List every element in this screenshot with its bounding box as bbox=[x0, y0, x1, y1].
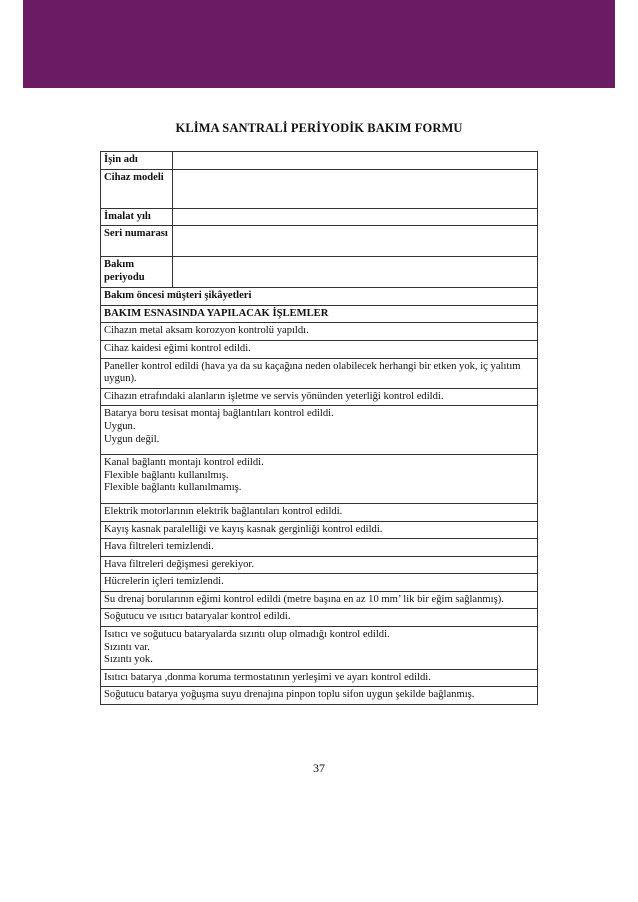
procedures-heading-row bbox=[101, 305, 538, 323]
procedure-text: Kanal bağlantı montajı kontrol edildi. bbox=[104, 457, 264, 469]
procedure-option: Flexible bağlantı kullanılmış. bbox=[104, 469, 229, 481]
procedure-row bbox=[101, 323, 538, 341]
header-banner bbox=[23, 0, 615, 88]
procedure-option: Uygun değil. bbox=[104, 433, 160, 445]
procedure-cell bbox=[101, 687, 538, 705]
procedure-option: Sızıntı yok. bbox=[104, 654, 153, 666]
complaints-label: Bakım öncesi müşteri şikâyetleri bbox=[101, 288, 538, 306]
procedure-cell bbox=[101, 556, 538, 574]
procedure-text: Kayış kasnak paralelliği ve kayış kasnak gerginliği kontrol edildi. bbox=[104, 523, 383, 535]
procedure-cell bbox=[101, 358, 538, 388]
procedure-row bbox=[101, 556, 538, 574]
procedure-cell bbox=[101, 406, 538, 455]
procedure-row bbox=[101, 669, 538, 687]
procedure-row bbox=[101, 521, 538, 539]
procedure-option: Flexible bağlantı kullanılmamış. bbox=[104, 482, 242, 494]
procedures-heading: BAKIM ESNASINDA YAPILACAK İŞLEMLER bbox=[101, 305, 538, 323]
info-label: Seri numarası bbox=[101, 226, 173, 257]
procedure-text: Hava filtreleri temizlendi. bbox=[104, 541, 214, 553]
info-label: İmalat yılı bbox=[101, 208, 173, 226]
info-value-field[interactable] bbox=[173, 152, 538, 170]
info-row bbox=[101, 226, 538, 257]
procedure-cell bbox=[101, 627, 538, 670]
procedure-option: Sızıntı var. bbox=[104, 641, 150, 653]
procedure-cell bbox=[101, 340, 538, 358]
procedure-cell bbox=[101, 669, 538, 687]
form-title: KLİMA SANTRALİ PERİYODİK BAKIM FORMU bbox=[175, 121, 463, 135]
procedure-text: Cihazın metal aksam korozyon kontrolü yapıldı. bbox=[104, 325, 309, 337]
procedure-row bbox=[101, 358, 538, 388]
procedure-cell bbox=[101, 388, 538, 406]
procedure-row bbox=[101, 455, 538, 504]
info-value-field[interactable] bbox=[173, 169, 538, 208]
procedure-row bbox=[101, 539, 538, 557]
procedure-text: Cihazın etrafındaki alanların işletme ve servis yönünden yeterliği kontrol edildi. bbox=[104, 390, 444, 402]
procedure-text: Isıtıcı ve soğutucu bataryalarda sızıntı olup olmadığı kontrol edildi. bbox=[104, 629, 390, 641]
procedure-row bbox=[101, 503, 538, 521]
procedure-row bbox=[101, 340, 538, 358]
procedure-text: Elektrik motorlarının elektrik bağlantıları kontrol edildi. bbox=[104, 505, 343, 517]
procedure-text: Batarya boru tesisat montaj bağlantıları kontrol edildi. bbox=[104, 408, 334, 420]
info-row bbox=[101, 208, 538, 226]
procedure-option: Uygun. bbox=[104, 420, 136, 432]
procedure-cell bbox=[101, 455, 538, 504]
procedure-text: Hücrelerin içleri temizlendi. bbox=[104, 576, 224, 588]
procedure-text: Soğutucu batarya yoğuşma suyu drenajına pinpon toplu sifon uygun şekilde bağlanmış. bbox=[104, 689, 475, 701]
procedure-cell bbox=[101, 539, 538, 557]
procedure-text: Hava filtreleri değişmesi gerekiyor. bbox=[104, 558, 255, 570]
procedure-text: Soğutucu ve ısıtıcı bataryalar kontrol edildi. bbox=[104, 611, 291, 623]
procedure-cell bbox=[101, 591, 538, 609]
procedure-cell bbox=[101, 609, 538, 627]
complaints-row bbox=[101, 288, 538, 306]
procedure-row bbox=[101, 687, 538, 705]
maintenance-form-table bbox=[100, 151, 538, 705]
procedure-cell bbox=[101, 521, 538, 539]
info-row bbox=[101, 169, 538, 208]
procedure-row bbox=[101, 627, 538, 670]
info-label: Bakım periyodu bbox=[101, 257, 173, 288]
procedure-cell bbox=[101, 574, 538, 592]
procedure-row bbox=[101, 406, 538, 455]
info-row bbox=[101, 257, 538, 288]
procedure-cell bbox=[101, 323, 538, 341]
procedure-row bbox=[101, 591, 538, 609]
info-value-field[interactable] bbox=[173, 208, 538, 226]
info-value-field[interactable] bbox=[173, 257, 538, 288]
info-label: İşin adı bbox=[101, 152, 173, 170]
procedure-row bbox=[101, 609, 538, 627]
info-label: Cihaz modeli bbox=[101, 169, 173, 208]
page-number: 37 bbox=[313, 761, 325, 775]
info-row bbox=[101, 152, 538, 170]
procedure-text: Paneller kontrol edildi (hava ya da su kaçağına neden olabilecek herhangi bir etken yok, iç yalıtım uygun). bbox=[104, 360, 521, 385]
info-value-field[interactable] bbox=[173, 226, 538, 257]
procedure-text: Cihaz kaidesi eğimi kontrol edildi. bbox=[104, 342, 251, 354]
procedure-row bbox=[101, 574, 538, 592]
procedure-text: Isıtıcı batarya ,donma koruma termostatının yerleşimi ve ayarı kontrol edildi. bbox=[104, 671, 431, 683]
procedure-text: Su drenaj borularının eğimi kontrol edildi (metre başına en az 10 mm’ lik bir eğim sağlanmış). bbox=[104, 593, 504, 605]
procedure-row bbox=[101, 388, 538, 406]
procedure-cell bbox=[101, 503, 538, 521]
